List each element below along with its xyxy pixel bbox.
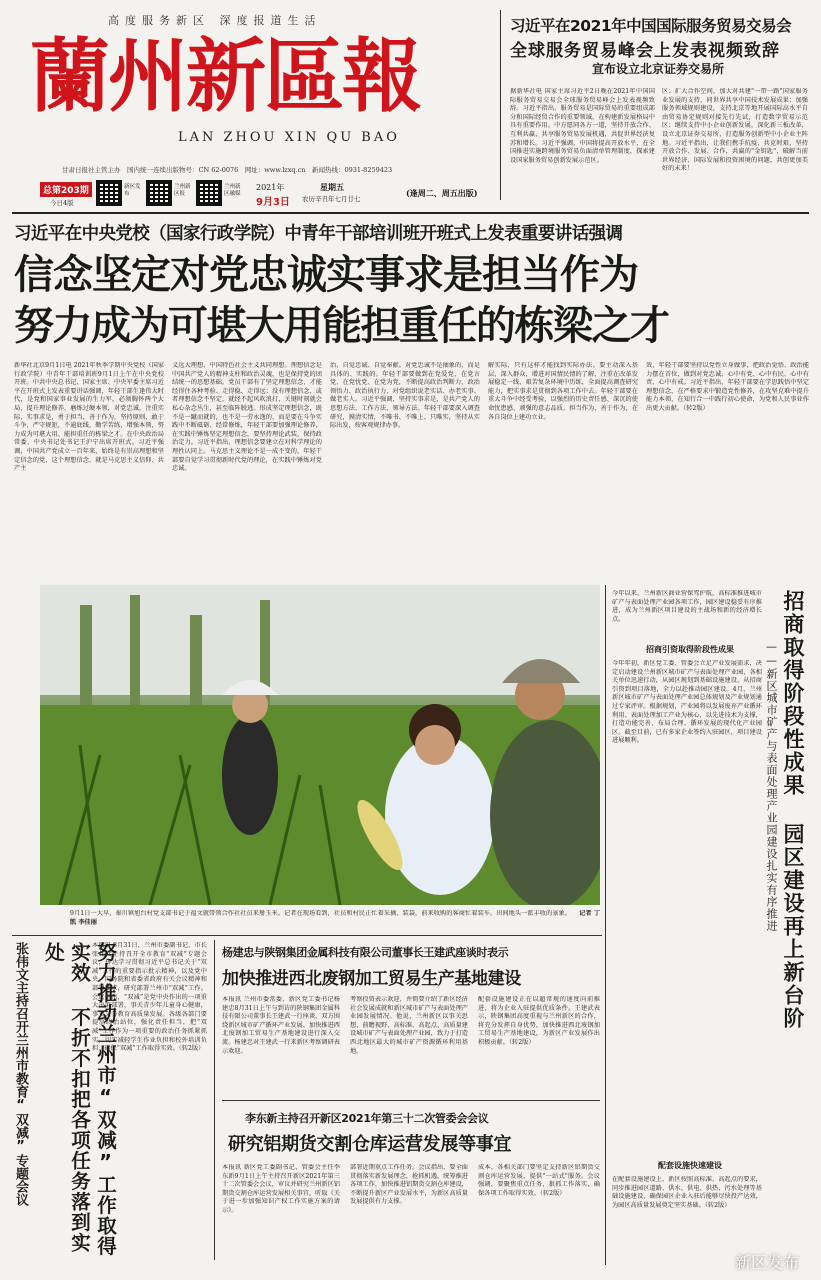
qr-code-2 (146, 180, 172, 206)
top-story-subtitle: 宣布设立北京证券交易所 (592, 62, 725, 76)
right-section-2-title: 配套设施快速建设 (658, 1161, 722, 1170)
right-section-1-body: 今年年初，新区党工委、管委会立足产业发展需求，决定启动建设兰州新区城市矿产与表面处理产业园，各相关单位迅速行动，从园区规划到基础设施建设、从招商引资到项目落地，全力以赴推动园区建设。4月，兰州新区城市矿产与表面处理产业园总体规划及产业规划通过专家评审。根据规划，产业园将以发展废弃产业循环利用、表面处理加工产业为核心，以先进技术为支撑，打造功能完善、布局合理、循环发展的现代化产业园区。截至目前，已有多家企业签约入驻园区，项目建设进展顺利。 (612, 660, 762, 745)
issue-date: 9月3日 (256, 197, 290, 208)
lead-col-3: 治、自觉忠诚、自觉奉献。对党忠诚不是抽象的，而是具体的、实践的。年轻干部要做到在党爱党、在党言党、在党忧党、在党为党，不断提高政治判断力、政治领悟力、政治执行力，对党组织说老实话、办老实事、做老实人。习近平强调，坚持实事求是，是共产党人的思想方法、工作方法、领导方法。年轻干部要深入调查研究，摸清实情，不唯书、不唯上、只唯实，坚持从实际出发，按客观规律办事。 (330, 362, 480, 430)
right-section-1-title: 招商引资取得阶段性成果 (646, 645, 734, 654)
top-divider (500, 10, 501, 200)
masthead-rule (12, 212, 809, 214)
lead-kicker: 习近平在中央党校（国家行政学院）中青年干部培训班开班式上发表重要讲话强调 (14, 224, 623, 244)
right-story-subhead: ——新区城市矿产与表面处理产业园建设扎实有序推进 (765, 640, 778, 932)
qr-label-2: 兰州新区报 (174, 184, 191, 197)
right-story-intro: 今年以来，兰州新区商业营保驾护航，高标准推进城市矿产与表面处理产业园各项工作，园区建设稳妥有序推进，成为兰州新区项目建设的主战场和新的经济增长点。 (612, 590, 762, 623)
right-story-divider (605, 585, 606, 1265)
bottom-mid2-col-3: 成本，各相关部门要坚定支持新区铝期货交割仓库运营发展，提供"一站式"服务。会议强调，要聚焦重点任务，狠抓工作落实，确保各项工作取得实效。（转2版） (478, 1164, 600, 1197)
bottom-mid2-rule (222, 1100, 600, 1101)
bottom-left-divider (214, 940, 215, 1260)
lead-col-1: 新华社北京9月1日电 2021年秋季学期中央党校（国家行政学院）中青年干部培训班9月1日上午在中央党校开班。中共中央总书记、国家主席、中央军委主席习近平在开班式上发表重要讲话强调，年轻干部生逢伟大时代，是党和国家事业发展的生力军，必须胸怀两个大局，提升理论修养，磨炼过硬本领，对党忠诚，注重实际，实事求是，勇于担当，善于作为，坚持原则，敢于斗争，严守规矩，不逾底线，勤学苦练，增强本领，努力成为可堪大用、能担重任的栋梁之才。在中央政治局常委、中央书记处书记王沪宁出席开班式。习近平强调，中国共产党成立一百年来，始终是有崇高理想和坚定信念的党，这个理想信念，就是马克思主义信仰、共产主 (14, 362, 164, 473)
lead-col-2: 义远大理想、中国特色社会主义共同理想。理想信念是中国共产党人的精神支柱和政治灵魂，也是保持党的团结统一的思想基础。党员干部有了坚定理想信念，才能经得住各种考验、走得稳、走得远；没有理想信念，或者理想信念不坚定，就经不起风吹浪打，关键时刻就会私心杂念丛生，甚至临阵脱逃。形成坚定理想信念，既不是一蹴而就的，也不是一劳永逸的，而是要在斗争实践中不断砥砺、经常修炼，年轻干部要加强理论修养，在实践中锤炼坚定理想信念，要坚持理论武装，保持政治定力。习近平指出，理想信念要建立在对科学理论的理性认同上。马克思主义理论不是一成不变的，年轻干部要自觉学习贯彻新时代党的理论，在实践中锤炼对党忠诚。 (172, 362, 322, 473)
bottom-left-body: 本报讯 8月31日，兰州市委副书记、市长张伟文主持召开全市教育“双减”专题会议，传达学习贯彻习近平总书记关于“双减”工作的重要指示批示精神，以及党中央、国务院和省委省政府有关会议精神和部署要求，研究部署兰州市“双减”工作。会议指出，“双减”是党中央作出的一项重大决策部署，事关青少年儿童身心健康，事关义务教育高质量发展。各级各部门要提高政治站位，强化责任担当，把“双减”工作作为一项重要的政治任务抓紧抓实，切实减轻学生作业负担和校外培训负担，确保“双减”工作取得实效。（转2版） (92, 942, 207, 1053)
bottom-left-kicker: 张伟文主持召开兰州市教育“双减”专题会议 (13, 942, 28, 1206)
top-story-col-2: 区；扩大合作空间，加大对共建"一带一路"国家服务业发展的支持，同世界共享中国技术发展成果；加强服务领域规则建设，支持北京等地开展国际高水平自由贸易协定规则对接先行先试，打造数字贸易示范区；继续支持中小企业创新发展，深化新三板改革，设立北京证券交易所，打造服务创新型中小企业主阵地。习近平指出，让我们携手抗疫、共克时艰，坚持开放合作、发展、合作，共赢的"金钥匙"，破解当前世界经济、国际发展和投资困境的问题，共创更加美好的未来！ (662, 88, 808, 173)
bottom-rule (12, 935, 602, 936)
harvest-photo (40, 585, 600, 905)
masthead-title: 蘭州新區報 (30, 29, 420, 123)
issue-schedule: (逢周二、周五出版) (406, 188, 478, 198)
issue-total: 总第203期 (40, 182, 92, 197)
qr-label-3: 兰州新区融媒 (224, 184, 241, 197)
issue-weekday: 星期五 (320, 182, 344, 192)
watermark: 新区发布 (735, 1253, 800, 1272)
qr-code-1 (96, 180, 122, 206)
issue-lunar: 农历辛丑年七月廿七 (302, 195, 361, 203)
top-story-title-1: 习近平在2021年中国国际服务贸易交易会 (510, 17, 792, 35)
bottom-mid1-col-3: 配套设施建设正在以超常规的速度向前推进，将为企业入驻提供优质条件。王建武表示，陕钢集团高度重视与兰州新区的合作，将充分发挥自身优势，加快推进西北废钢加工贸易生产基地建设，为新区产业发展作出积极贡献。（转2版） (478, 996, 600, 1046)
qr-code-3 (196, 180, 222, 206)
top-story-title-2: 全球服务贸易峰会上发表视频致辞 (510, 41, 780, 61)
qr-label-1: 新区发布 (124, 184, 141, 197)
right-section-2-body: 在配套设施建设上，新区按照高标准、高起点的要求，同步推进园区道路、供水、供电、供热、污水处理等基础设施建设，确保园区企业入驻后能够尽快投产达效，为园区高质量发展奠定坚实基础。（转2版） (612, 1176, 762, 1209)
top-story (506, 8, 811, 208)
bottom-mid1-col-1: 本报讯 兰州市委常委、新区党工委书记杨建忠8月31日上午与到访的陕钢集团金属科技有限公司董事长王建武一行座谈，双方围绕新区城市矿产循环产业发展、加快推进西北废钢加工贸易生产基地建设进行深入交流。杨建忠对王建武一行来新区考察调研表示欢迎。 (222, 996, 340, 1055)
lead-col-4: 解实际，只有这样才能找到实际办法。要主动深入基层，深入群众，增进对国情民情的了解，注重在改革发展稳定一线、艰苦复杂环境中历练，全面提高调查研究能力，把实事求是贯彻到各项工作中去。年轻干部要在重大斗争中经受考验，以强烈的历史责任感、深沉的使命忧患感、顽强的意志品质，担当作为、善于作为，在各自岗位上建功立业。 (488, 362, 638, 421)
masthead-pinyin: LAN ZHOU XIN QU BAO (178, 130, 400, 145)
bottom-mid2-headline: 研究铝期货交割仓库运营发展等事宜 (228, 1134, 512, 1155)
bottom-mid2-col-1: 本报讯 新区党工委副书记、管委会主任李东新9月1日上午主持召开新区2021年第三十二次管委会会议，审议并研究兰州新区铝期货交割仓库运营发展相关事宜，听取《关于进一步加强知识产权工作实施方案的请示》。 (222, 1164, 340, 1214)
lead-headline-1: 信念坚定对党忠诚实事求是担当作为 (14, 252, 638, 298)
bottom-mid1-col-2: 考察投资表示欢迎，并简要介绍了新区经济社会发展成就和新区城市矿产与表面处理产业园发展情况。他说，兰州新区以事关思想、前瞻视野、高标准、高起点、高质量建设城市矿产与表面处理产业园，致力于打造西北地区最大的城市矿产资源循环利用基地。 (350, 996, 468, 1055)
bottom-mid2-kicker: 李东新主持召开新区2021年第三十二次管委会会议 (245, 1112, 489, 1125)
issue-pages: 今日4版 (50, 199, 74, 207)
photo-caption-text: 9月1日一大早，秦川镇旭台村党支部书记于福文就带领合作社社员来掰玉米。记者在现场看到，社员和村民正忙着采摘、装袋，前来收购的客商忙着装车，田间地头一派丰收的景象。 (70, 910, 572, 917)
top-story-col-1: 据新华社电 国家主席习近平2日晚在2021年中国国际服务贸易交易会全球服务贸易峰会上发表视频致辞。习近平指出，服务贸易是国际贸易的重要组成部分和国际经贸合作的重要领域，在构建新发展格局中具有重要作用。中方愿同各方一道，坚持开放合作、互利共赢，共享服务贸易发展机遇，共促世界经济复苏和增长。习近平强调，中国将提高开放水平，在全国推进实施跨境服务贸易负面清单管理制度，探索建设国家服务贸易创新发展示范区。 (510, 88, 655, 164)
issue-year: 2021年 (256, 183, 285, 192)
issue-bar (40, 180, 500, 210)
masthead-info: 甘肃日报社主管主办 国内统一连续出版物号：CN 62-0076 网址：www.lzxq.cn 新闻热线：0931-8259423 (62, 166, 393, 174)
right-story-headline: 招商取得阶段性成果 园区建设再上新台阶 (781, 590, 805, 1030)
photo-caption (70, 910, 600, 930)
bottom-left-headline: 努力推动兰州市“双减”工作取得实效 不折不扣把各项任务落到实处 (42, 942, 117, 1257)
bottom-mid1-kicker: 杨建忠与陕钢集团金属科技有限公司董事长王建武座谈时表示 (222, 946, 509, 959)
bottom-mid1-headline: 加快推进西北废钢加工贸易生产基地建设 (222, 969, 521, 989)
lead-headline-2: 努力成为可堪大用能担重任的栋梁之才 (14, 303, 669, 349)
masthead-slogan: 高度服务新区 深度报道生活 (108, 14, 322, 27)
photo-credit: 记者 丁凯 李佳丽 (70, 910, 600, 926)
bottom-mid2-col-2: 部署近期重点工作任务。会议指出，要全面贯彻落实新发展理念，抢抓机遇，统筹推进各项工作，加快推进铝期货交割仓库建设，不断提升新区产业发展水平，为新区高质量发展提供有力支撑。 (350, 1164, 468, 1206)
harvest-photo-illustration (40, 585, 600, 905)
lead-col-5: 效，年轻干部要坚持以党性立身做事，把政治觉悟、政治能力摆在首位，做到对党忠诚、心中有党、心中有民、心中有责、心中有戒。习近平指出，年轻干部要在学思践悟中坚定理想信念，在严格要求中锻造党性修养，在攻坚克难中提升能力本领，在知行合一中践行初心使命，为党和人民事业作出更大贡献。（转2版） (646, 362, 809, 412)
